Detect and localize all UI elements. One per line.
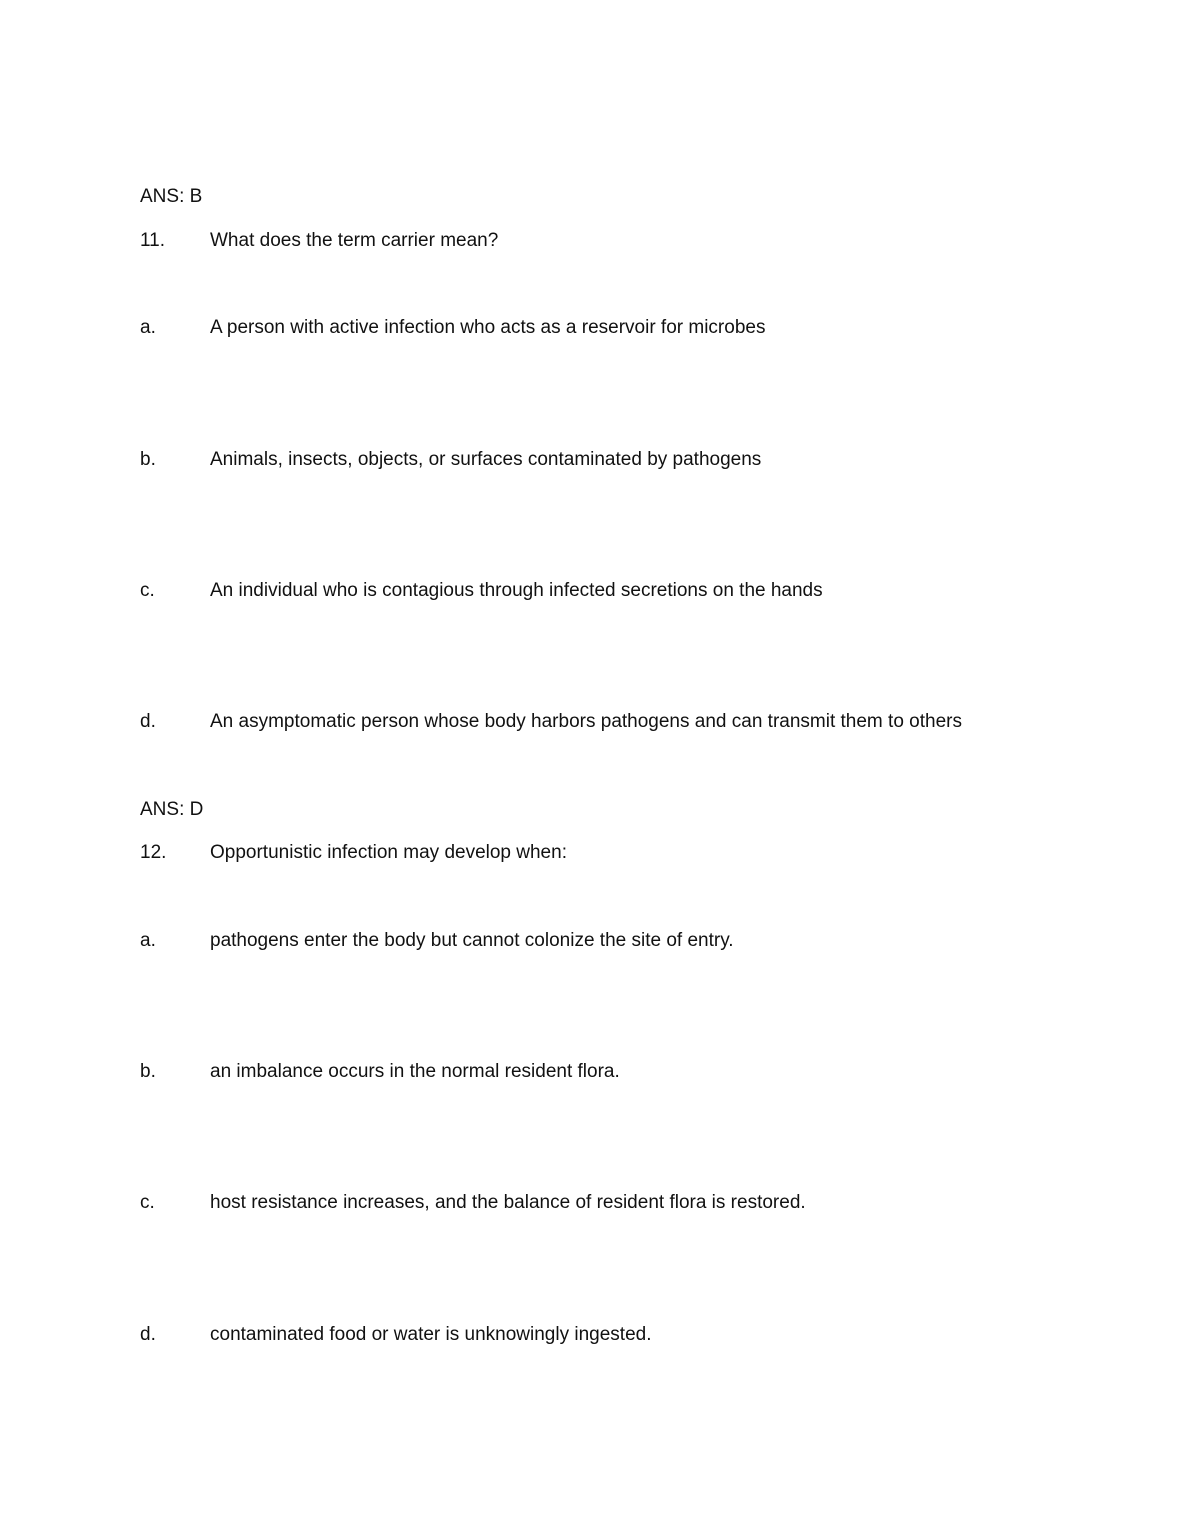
option-letter: d. (140, 1324, 156, 1345)
option-text: An asymptomatic person whose body harbors pathogens and can transmit them to others (210, 711, 962, 732)
option-letter: b. (140, 1061, 156, 1082)
option-text: An individual who is contagious through infected secretions on the hands (210, 580, 823, 601)
option-letter: b. (140, 449, 156, 470)
answer-text: ANS: B (140, 186, 203, 207)
answer-text: ANS: D (140, 799, 204, 820)
option-letter: a. (140, 930, 156, 951)
question-number: 11. (140, 230, 166, 251)
answer-key-11 (140, 798, 203, 822)
option-letter: c. (140, 1192, 155, 1213)
option-letter: c. (140, 580, 155, 601)
question-stem: Opportunistic infection may develop when: (210, 842, 567, 863)
answer-key-prev (140, 185, 202, 209)
option-letter: a. (140, 317, 156, 338)
option-letter: d. (140, 711, 156, 732)
option-text: A person with active infection who acts as a reservoir for microbes (210, 317, 766, 338)
option-text: host resistance increases, and the balance of resident flora is restored. (210, 1192, 806, 1213)
option-text: pathogens enter the body but cannot colonize the site of entry. (210, 930, 734, 951)
option-text: an imbalance occurs in the normal resident flora. (210, 1061, 620, 1082)
option-text: Animals, insects, objects, or surfaces contaminated by pathogens (210, 449, 762, 470)
question-stem: What does the term carrier mean? (210, 230, 499, 251)
question-number: 12. (140, 842, 167, 863)
option-text: contaminated food or water is unknowingly ingested. (210, 1324, 652, 1345)
